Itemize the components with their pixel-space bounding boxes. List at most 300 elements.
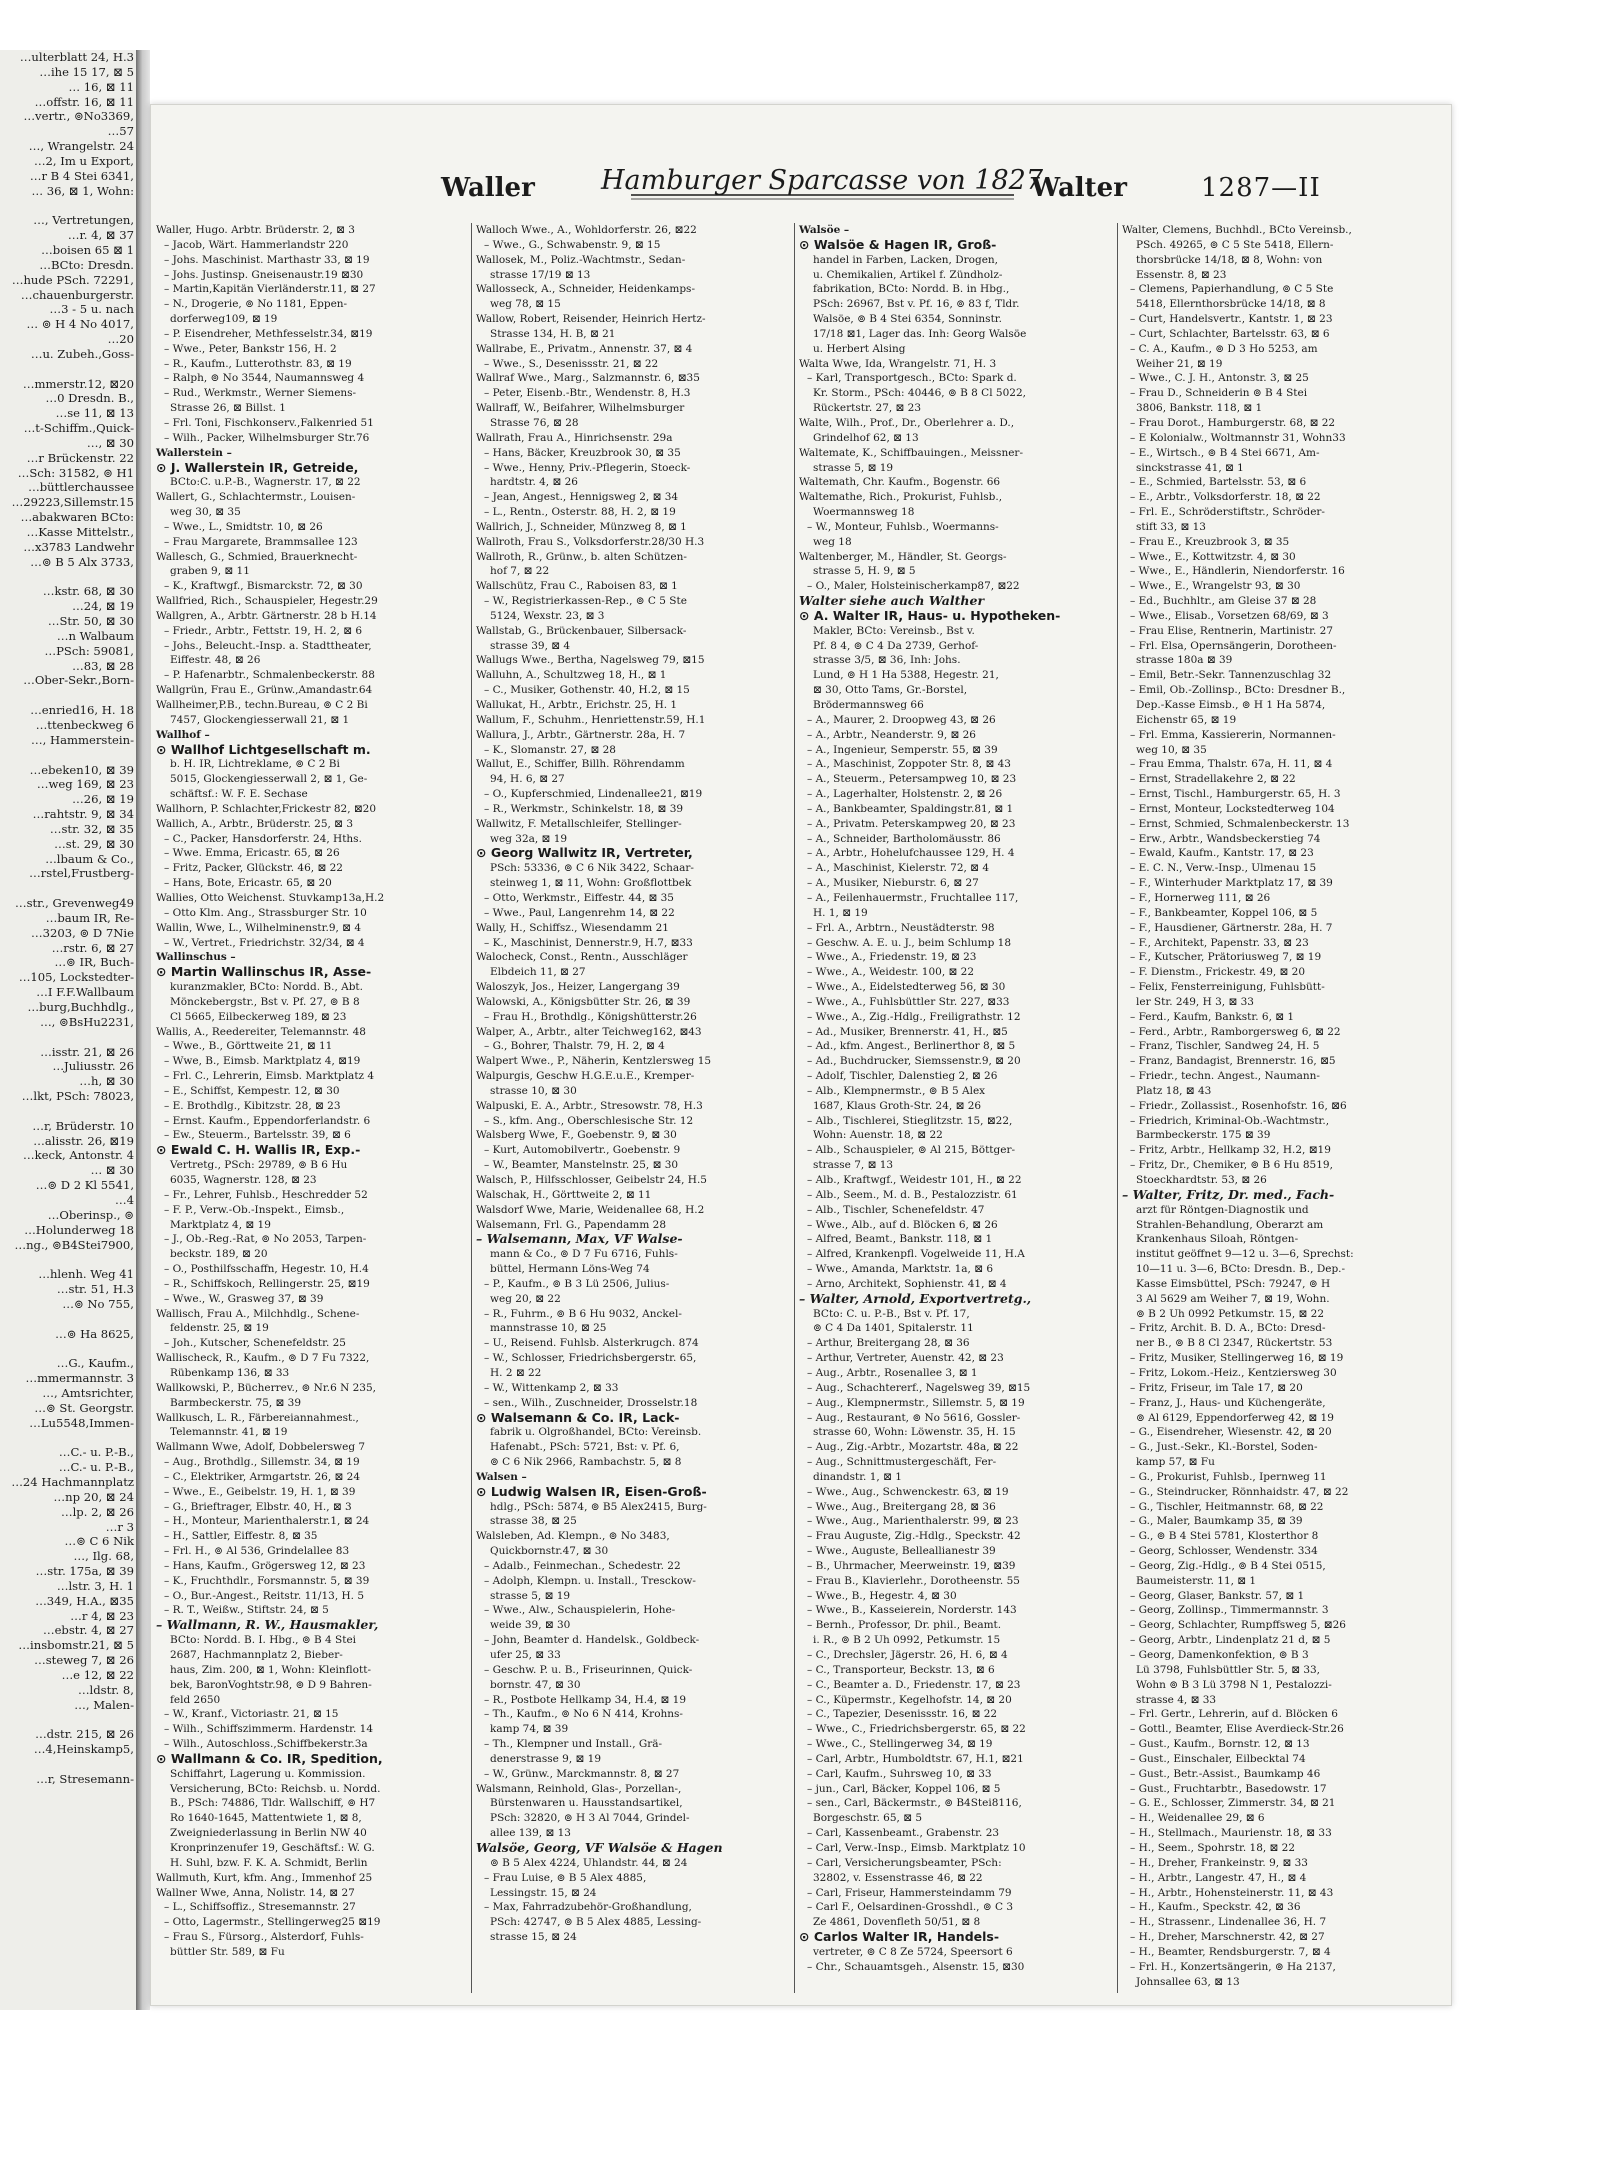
directory-entry-line: – F., Hornerweg 111, ⊠ 26 — [1130, 891, 1271, 904]
directory-entry-line: – C. A., Kaufm., ⊚ D 3 Ho 5253, am — [1130, 342, 1318, 355]
left-page-line: …lbaum & Co., — [45, 851, 134, 866]
directory-entry-line: – C., Drechsler, Jägerstr. 26, H. 6, ⊠ 4 — [807, 1649, 1008, 1661]
directory-entry-line: – H., Monteur, Marienthalerstr.1, ⊠ 24 — [164, 1515, 370, 1528]
directory-entry-line: – Wwe., B., Görttweite 21, ⊠ 11 — [164, 1040, 333, 1053]
left-page-line: …mmermannstr. 3 — [25, 1371, 134, 1386]
directory-entry-line: – G., Maler, Baumkamp 35, ⊠ 39 — [1130, 1515, 1303, 1528]
directory-entry-line: – Carl, Kassenbeamt., Grabenstr. 23 — [807, 1827, 1000, 1840]
left-page-line — [0, 1104, 140, 1119]
left-page-line: …h, ⊠ 30 — [79, 1074, 134, 1089]
left-page-line: …ng., ⊚B4Stei7900, — [14, 1237, 134, 1252]
left-page-line — [0, 570, 140, 585]
directory-entry-line: Wallraff, W., Beifahrer, Wilhelmsburger — [476, 402, 685, 415]
directory-entry-line: Ro 1640-1645, Mattentwiete 1, ⊠ 8, — [170, 1812, 362, 1825]
left-page-line — [0, 1312, 140, 1327]
directory-entry-line: Wallhorn, P. Schlachter,Frickestr 82, ⊠20 — [156, 802, 377, 815]
directory-columns — [156, 223, 1441, 2003]
directory-entry-line: – W., Wittenkamp 2, ⊠ 33 — [484, 1381, 619, 1394]
directory-entry-line: – Gust., Einschaler, Eilbecktal 74 — [1130, 1752, 1306, 1765]
directory-entry-line: PSch. 49265, ⊚ C 5 Ste 5418, Ellern- — [1136, 238, 1334, 251]
directory-entry-line: 32802, v. Essenstrasse 46, ⊠ 22 — [813, 1871, 983, 1884]
directory-entry-line: Makler, BCto: Vereinsb., Bst v. — [813, 624, 975, 637]
directory-entry-line: strasse 15, ⊠ 24 — [490, 1931, 577, 1944]
directory-entry-line: – F., Architekt, Papenstr. 33, ⊠ 23 — [1130, 936, 1309, 949]
left-page-line: …Str. 50, ⊠ 30 — [47, 614, 134, 629]
left-page-line: …C.- u. P.-B., — [58, 1445, 134, 1460]
directory-entry-line: – Georg, Schlachter, Rumpffsweg 5, ⊠26 — [1130, 1619, 1346, 1632]
directory-entry-line: Wallukat, H., Arbtr., Erichstr. 25, H. 1 — [476, 699, 678, 711]
directory-entry-line: Wallrich, J., Schneider, Münzweg 8, ⊠ 1 — [476, 520, 687, 533]
directory-entry-line: Wallosseck, A., Schneider, Heidenkamps- — [476, 283, 695, 296]
directory-entry-line: – C., Packer, Hansdorferstr. 24, Hths. — [164, 832, 362, 845]
directory-entry-line: – E., Schiffst, Kempestr. 12, ⊠ 30 — [164, 1084, 340, 1097]
directory-page — [150, 104, 1452, 2006]
directory-entry-line: 10—11 u. 3—6, BCto: Dresdn. B., Dep.- — [1136, 1263, 1346, 1276]
directory-entry-line: Stoeckhardtstr. 53, ⊠ 26 — [1136, 1174, 1267, 1186]
left-page-line — [0, 1030, 140, 1045]
directory-entry-line: 7457, Glockengiesserwall 21, ⊠ 1 — [170, 713, 350, 726]
directory-entry-line: – A., Bankbeamter, Spaldingstr.81, ⊠ 1 — [807, 802, 1014, 815]
directory-entry-line: hdlg., PSch: 5874, ⊚ B5 Alex2415, Burg- — [490, 1500, 707, 1513]
directory-entry-line: Wallich, A., Arbtr., Brüderstr. 25, ⊠ 3 — [156, 817, 354, 830]
directory-entry-line: strasse 180a ⊠ 39 — [1136, 654, 1233, 667]
directory-entry-line: – C., Transporteur, Beckstr. 13, ⊠ 6 — [807, 1663, 995, 1676]
left-page-line: … 16, ⊠ 11 — [68, 79, 134, 94]
left-page-line: …0 Dresdn. B., — [45, 391, 134, 406]
left-page-line: …⊚ D 2 Kl 5541, — [35, 1178, 134, 1193]
directory-entry-line: kamp 74, ⊠ 39 — [490, 1723, 569, 1736]
left-page-line: …24, ⊠ 19 — [72, 599, 134, 614]
directory-entry-line: – O., Maler, Holsteinischerkamp87, ⊠22 — [807, 580, 1020, 593]
directory-entry-line: – Georg, Damenkonfektion, ⊚ B 3 — [1130, 1649, 1309, 1661]
directory-entry-line: Eiffestr. 48, ⊠ 26 — [170, 654, 261, 667]
directory-entry-line: Wallischeck, R., Kaufm., ⊚ D 7 Fu 7322, — [156, 1352, 370, 1365]
left-page-line: …, Malen- — [74, 1697, 134, 1712]
left-page-line: …dstr. 215, ⊠ 26 — [35, 1727, 134, 1742]
directory-entry-line: – Wwe., W., Grasweg 37, ⊠ 39 — [164, 1292, 324, 1305]
directory-entry-line: 3 Al 5629 am Weiher 7, ⊠ 19, Wohn. — [1136, 1292, 1330, 1305]
directory-entry-line: – Curt, Schlachter, Bartelsstr. 63, ⊠ 6 — [1130, 327, 1330, 340]
directory-entry-line: Wally, H., Schiffsz., Wiesendamm 21 — [476, 921, 669, 934]
directory-entry-line: – H., Seem., Spohrstr. 18, ⊠ 22 — [1130, 1841, 1296, 1854]
directory-entry-line: – Aug., Zig.-Arbtr., Mozartstr. 48a, ⊠ 22 — [807, 1441, 1019, 1454]
directory-entry-line: – A., Lagerhalter, Holstenstr. 2, ⊠ 26 — [807, 788, 1003, 801]
directory-entry-line: – Wwe, B., Eimsb. Marktplatz 4, ⊠19 — [164, 1055, 361, 1068]
directory-entry-line: – G., Eisendreher, Wiesenstr. 42, ⊠ 20 — [1130, 1426, 1332, 1439]
left-page-line: …isstr. 21, ⊠ 26 — [40, 1044, 134, 1059]
directory-entry-line: Walsmann, Reinhold, Glas-, Porzellan-, — [476, 1782, 682, 1795]
directory-entry-line: Walsöe, ⊚ B 4 Stei 6354, Sonninstr. — [813, 313, 1002, 326]
directory-entry-line: – Alb., Schauspieler, ⊚ Al 215, Böttger- — [807, 1144, 1016, 1157]
directory-entry-line: – K., Kraftwgf., Bismarckstr. 72, ⊠ 30 — [164, 580, 363, 593]
directory-entry-line: Grindelhof 62, ⊠ 13 — [813, 431, 919, 444]
left-page-line: …4 — [115, 1192, 134, 1207]
left-page-line: …G., Kaufm., — [56, 1356, 134, 1371]
left-page-line — [0, 688, 140, 703]
directory-entry-line: – R., Kaufm., Lutterothstr. 83, ⊠ 19 — [164, 357, 352, 370]
directory-entry-line: steinweg 1, ⊠ 11, Wohn: Großflottbek — [490, 877, 692, 890]
directory-entry-line: – Ewald, Kaufm., Kantstr. 17, ⊠ 23 — [1130, 847, 1314, 860]
directory-entry-line: – Ernst, Schmied, Schmalenbeckerstr. 13 — [1130, 817, 1350, 830]
directory-entry-line: Baumeisterstr. 11, ⊠ 1 — [1136, 1574, 1257, 1587]
directory-entry-line: strasse 39, ⊠ 4 — [490, 639, 571, 652]
directory-entry-line: – Frau D., Schneiderin ⊚ B 4 Stei — [1130, 387, 1308, 400]
directory-entry-line: – Alb., Klempnermstr., ⊚ B 5 Alex — [807, 1084, 986, 1097]
left-page-line: …PSch: 59081, — [44, 643, 134, 658]
directory-entry-line: – Wwe., C. J. H., Antonstr. 3, ⊠ 25 — [1130, 372, 1309, 385]
left-page-line: …, Ilg. 68, — [73, 1549, 134, 1564]
directory-entry-line: – sen., Wilh., Zuschneider, Drosselstr.18 — [484, 1396, 698, 1409]
book-spine — [136, 50, 150, 2010]
directory-entry-line: stift 33, ⊠ 13 — [1136, 520, 1206, 533]
directory-entry-line: – L., Rentn., Osterstr. 88, H. 2, ⊠ 19 — [484, 506, 676, 519]
left-page-line: …enried16, H. 18 — [30, 703, 134, 718]
directory-entry-line: – Carl, Verw.-Insp., Eimsb. Marktplatz 10 — [807, 1841, 1026, 1854]
directory-entry-line: – Clemens, Papierhandlung, ⊚ C 5 Ste — [1130, 283, 1334, 296]
directory-entry-line: strasse 5, H. 9, ⊠ 5 — [813, 565, 916, 578]
directory-entry-line: – Emil, Betr.-Sekr. Tannenzuschlag 32 — [1130, 669, 1332, 682]
directory-entry-line: Walte, Wilh., Prof., Dr., Oberlehrer a. D., — [799, 416, 1015, 429]
directory-entry-line: – H., Sattler, Eiffestr. 8, ⊠ 35 — [164, 1530, 318, 1543]
left-page-line: …, Hammerstein- — [31, 732, 134, 747]
left-page-line: …, ⊠ 30 — [86, 435, 134, 450]
directory-entry-line: – Kurt, Automobilvertr., Goebenstr. 9 — [484, 1144, 681, 1157]
directory-entry-line: ⊙ Carlos Walter IR, Handels- — [799, 1929, 1000, 1945]
directory-entry-line: – W., Registrierkassen-Rep., ⊚ C 5 Ste — [484, 595, 687, 608]
directory-entry-line: 3806, Bankstr. 118, ⊠ 1 — [1136, 402, 1263, 415]
directory-entry-line: – W., Grünw., Marckmannstr. 8, ⊠ 27 — [484, 1767, 680, 1780]
directory-entry-line: – Th., Kaufm., ⊚ No 6 N 414, Krohns- — [484, 1708, 683, 1721]
directory-entry-line: – Wwe., A., Zig.-Hdlg., Freiligrathstr. 12 — [807, 1010, 1021, 1023]
left-page-line: …offstr. 16, ⊠ 11 — [34, 94, 134, 109]
directory-entry-line: H. 2 ⊠ 22 — [490, 1366, 542, 1379]
left-page-line: …⊚ IR, Buch- — [54, 955, 134, 970]
directory-entry-line: – Wwe., Amanda, Marktstr. 1a, ⊠ 6 — [807, 1263, 994, 1276]
directory-entry-line: – K., Fruchthdlr., Forsmannstr. 5, ⊠ 39 — [164, 1574, 370, 1587]
directory-entry-line: – W., Kranf., Victoriastr. 21, ⊠ 15 — [164, 1708, 339, 1721]
directory-entry-line: – E. Brothdlg., Kibitzstr. 28, ⊠ 23 — [164, 1099, 341, 1112]
directory-entry-line: Strahlen-Behandlung, Oberarzt am — [1136, 1218, 1324, 1231]
directory-entry-line: – Wwe., E., Geibelstr. 19, H. 1, ⊠ 39 — [164, 1485, 356, 1498]
directory-entry-line: – Gust., Betr.-Assist., Baumkamp 46 — [1130, 1767, 1321, 1780]
left-page-line — [0, 1341, 140, 1356]
directory-entry-line: Strasse 76, ⊠ 28 — [490, 416, 579, 429]
directory-entry-line: – K., Slomanstr. 27, ⊠ 28 — [484, 743, 616, 756]
directory-entry-line: denerstrasse 9, ⊠ 19 — [490, 1752, 601, 1765]
directory-entry-line: Wallgren, A., Arbtr. Gärtnerstr. 28 b H.14 — [156, 609, 377, 622]
directory-entry-line: strasse 60, Wohn: Löwenstr. 35, H. 15 — [813, 1426, 1016, 1439]
directory-entry-line: Wallfried, Rich., Schauspieler, Hegestr.29 — [156, 595, 378, 608]
directory-entry-line: – Wwe., Alb., auf d. Blöcken 6, ⊠ 26 — [807, 1218, 998, 1231]
directory-entry-line: 5418, Ellernthorsbrücke 14/18, ⊠ 8 — [1136, 298, 1326, 311]
directory-entry-line: ner B., ⊚ B 8 Cl 2347, Rückertstr. 53 — [1136, 1337, 1333, 1350]
directory-entry-line: – Arno, Architekt, Sophienstr. 41, ⊠ 4 — [807, 1277, 1007, 1290]
left-page-line: …, Wrangelstr. 24 — [28, 139, 134, 154]
directory-entry-line: – Wwe., Auguste, Belleallianestr 39 — [807, 1545, 996, 1558]
directory-entry-line: Telemannstr. 41, ⊠ 19 — [170, 1426, 288, 1439]
directory-entry-line: ⊙ A. Walter IR, Haus- u. Hypotheken- — [799, 607, 1061, 623]
directory-entry-line: ⊙ J. Wallerstein IR, Getreide, — [156, 459, 359, 475]
directory-entry-line: – Alb., Seem., M. d. B., Pestalozzistr. 61 — [807, 1188, 1018, 1201]
directory-entry-line: Brödermannsweg 66 — [813, 699, 924, 711]
directory-entry-line: Hafenabt., PSch: 5721, Bst: v. Pf. 6, — [490, 1441, 680, 1454]
directory-entry-line: – Johs. Justinsp. Gneisenaustr.19 ⊠30 — [164, 268, 364, 281]
directory-entry-line: – Walsemann, Max, VF Walse- — [476, 1231, 683, 1247]
directory-entry-line: – A., Steuerm., Petersampweg 10, ⊠ 23 — [807, 773, 1017, 786]
directory-entry-line: Wallner Wwe, Anna, Nolistr. 14, ⊠ 27 — [156, 1886, 355, 1899]
directory-entry-line: – C., Küpermstr., Kegelhofstr. 14, ⊠ 20 — [807, 1693, 1012, 1706]
left-page-line: …r, Stresemann- — [36, 1771, 134, 1786]
left-page-line: …str. 32, ⊠ 35 — [49, 821, 134, 836]
directory-entry-line: – Frau E., Kreuzbrook 3, ⊠ 35 — [1130, 535, 1290, 548]
left-page-line: … ⊚ H 4 No 4017, — [26, 317, 134, 332]
directory-entry-line: – F., Hausdiener, Gärtnerstr. 28a, H. 7 — [1130, 921, 1333, 934]
directory-entry-line: – Wwe., Henny, Priv.-Pflegerin, Stoeck- — [484, 461, 691, 474]
directory-entry-line: – Frau Luise, ⊚ B 5 Alex 4885, — [484, 1871, 647, 1884]
directory-entry-line: – O., Bur.-Angest., Reitstr. 11/13, H. 5 — [164, 1589, 365, 1602]
directory-entry-line: Vertretg., PSch: 29789, ⊚ B 6 Hu — [170, 1159, 348, 1172]
directory-entry-line: – Friedr., techn. Angest., Naumann- — [1130, 1070, 1320, 1083]
directory-entry-line: BCto:C. u.P.-B., Wagnerstr. 17, ⊠ 22 — [170, 476, 361, 489]
directory-entry-line: – Wwe., Aug., Breitergang 28, ⊠ 36 — [807, 1500, 996, 1513]
left-page-line: …boisen 65 ⊠ 1 — [41, 242, 134, 257]
directory-entry-line: Walschak, H., Görttweite 2, ⊠ 11 — [476, 1188, 652, 1201]
directory-entry-line: – Geschw. P. u. B., Friseurinnen, Quick- — [484, 1663, 693, 1676]
directory-entry-line: Walsdorf Wwe, Marie, Weidenallee 68, H.2 — [476, 1203, 705, 1216]
directory-entry-line: Wallert, G., Schlachtermstr., Louisen- — [156, 491, 356, 504]
directory-entry-line: strasse 17/19 ⊠ 13 — [490, 268, 591, 281]
directory-entry-line: u. Chemikalien, Artikel f. Zündholz- — [813, 268, 1003, 281]
left-page-line: …, Amtsrichter, — [42, 1385, 134, 1400]
directory-entry-line: – Georg, Zig.-Hdlg., ⊚ B 4 Stei 0515, — [1130, 1559, 1326, 1572]
directory-entry-line: – A., Schneider, Bartholomäusstr. 86 — [807, 832, 1001, 845]
directory-entry-line: Wallkowski, P., Bücherrev., ⊚ Nr.6 N 235, — [156, 1381, 376, 1394]
directory-entry-line: – E., Schmied, Bartelsstr. 53, ⊠ 6 — [1130, 476, 1307, 489]
directory-entry-line: Wallkusch, L. R., Färbereiannahmest., — [156, 1411, 359, 1424]
directory-entry-line: – Ferd., Arbtr., Ramborgersweg 6, ⊠ 22 — [1130, 1025, 1341, 1038]
left-page-line: …Sch: 31582, ⊚ H1 — [17, 465, 134, 480]
directory-entry-line: – sen., Carl, Bäckermstr., ⊚ B4Stei8116, — [807, 1797, 1022, 1810]
directory-entry-line: – H., Kaufm., Speckstr. 42, ⊠ 36 — [1130, 1901, 1301, 1914]
left-page-line — [0, 1713, 140, 1728]
directory-entry-line: 2687, Hachmannplatz 2, Bieber- — [170, 1649, 343, 1661]
directory-entry-line: – E., Wirtsch., ⊚ B 4 Stei 6671, Am- — [1130, 446, 1320, 459]
directory-entry-line: Waltemath, Chr. Kaufm., Bogenstr. 66 — [799, 476, 1001, 489]
left-page-line: …⊚ St. Georgstr. — [34, 1400, 134, 1415]
directory-entry-line: – Frl. C., Lehrerin, Eimsb. Marktplatz 4 — [164, 1070, 375, 1083]
left-page-line: …u. Zubeh.,Goss- — [30, 346, 134, 361]
directory-entry-line: – N., Drogerie, ⊚ No 1181, Eppen- — [164, 298, 348, 311]
directory-entry-line: – F. Dienstm., Frickestr. 49, ⊠ 20 — [1130, 966, 1306, 979]
directory-entry-line: hardtstr. 4, ⊠ 26 — [490, 476, 578, 489]
directory-entry-line: – Otto, Werkmstr., Eiffestr. 44, ⊠ 35 — [484, 891, 674, 904]
directory-entry-line: BCto: Nordd. B. I. Hbg., ⊚ B 4 Stei — [170, 1634, 357, 1647]
directory-entry-line: – Johs. Maschinist. Marthastr 33, ⊠ 19 — [164, 253, 370, 266]
directory-entry-line: Wallisch, Frau A., Milchhdlg., Schene- — [156, 1307, 360, 1320]
directory-entry-line: Lü 3798, Fuhlsbüttler Str. 5, ⊠ 33, — [1136, 1663, 1321, 1676]
directory-entry-line: ⊙ Wallmann & Co. IR, Spedition, — [156, 1750, 383, 1766]
directory-entry-line: Walsöe – — [799, 224, 850, 236]
left-page-line: … 36, ⊠ 1, Wohn: — [31, 183, 134, 198]
left-page-line: …BCto: Dresdn. — [39, 257, 134, 272]
directory-entry-line: Wallroth, Frau S., Volksdorferstr.28/30 H.3 — [476, 535, 705, 548]
directory-entry-line: – Adolph, Klempn. u. Install., Tresckow- — [484, 1574, 696, 1587]
left-page-line: …ttenbeckweg 6 — [35, 717, 134, 732]
directory-entry-line: – Walter, Arnold, Exportvertretg., — [799, 1290, 1032, 1306]
directory-entry-line: ⊚ Al 6129, Eppendorferweg 42, ⊠ 19 — [1136, 1411, 1334, 1424]
left-page-line: …24 Hachmannplatz — [11, 1475, 134, 1489]
directory-entry-line: Wallheimer,P.B., techn.Bureau, ⊚ C 2 Bi — [156, 699, 368, 711]
directory-entry-line: – Ferd., Kaufm, Bankstr. 6, ⊠ 1 — [1130, 1010, 1295, 1023]
directory-entry-line: weide 39, ⊠ 30 — [490, 1619, 571, 1632]
directory-column-3 — [799, 223, 1112, 2003]
directory-entry-line: – W., Vertret., Friedrichstr. 32/34, ⊠ 4 — [164, 936, 365, 949]
left-page-line: …str., Grevenweg49 — [14, 896, 134, 911]
left-page-line: …e 12, ⊠ 22 — [61, 1667, 134, 1682]
directory-entry-line: 94, H. 6, ⊠ 27 — [490, 773, 565, 786]
directory-entry-line: – Wilh., Autoschloss.,Schiffbekerstr.3a — [164, 1738, 368, 1751]
left-page-line: …alisstr. 26, ⊠19 — [33, 1133, 134, 1148]
directory-entry-line: – Frl. A., Arbtrn., Neustädterstr. 98 — [807, 921, 995, 934]
directory-entry-line: – Wwe., A., Eidelstedterweg 56, ⊠ 30 — [807, 981, 1006, 994]
directory-entry-line: Wallesch, G., Schmied, Brauerknecht- — [156, 550, 358, 563]
directory-entry-line: Wallstab, G., Brückenbauer, Silbersack- — [476, 624, 687, 637]
directory-entry-line: Walsleben, Ad. Klempn., ⊚ No 3483, — [476, 1530, 670, 1543]
directory-entry-line: – Wwe., G., Schwabenstr. 9, ⊠ 15 — [484, 238, 661, 251]
directory-entry-line: Walsen – — [476, 1470, 527, 1483]
running-head-left: Waller — [441, 173, 535, 203]
directory-entry-line: – F., Kutscher, Prätoriusweg 7, ⊠ 19 — [1130, 951, 1322, 964]
directory-entry-line: – Franz, Tischler, Sandweg 24, H. 5 — [1130, 1040, 1320, 1053]
directory-entry-line: – H., Dreher, Frankeinstr. 9, ⊠ 33 — [1130, 1856, 1308, 1869]
directory-entry-line: ⊚ B 2 Uh 0992 Petkumstr. 15, ⊠ 22 — [1136, 1307, 1325, 1320]
directory-entry-line: – W., Beamter, Manstelnstr. 25, ⊠ 30 — [484, 1159, 679, 1172]
directory-entry-line: Schiffahrt, Lagerung u. Kommission. — [170, 1767, 366, 1780]
left-page-line — [0, 748, 140, 763]
left-page-line: …baum IR, Re- — [45, 910, 134, 925]
directory-entry-line: bornstr. 47, ⊠ 30 — [490, 1678, 581, 1691]
directory-entry-line: – Wwe., A., Friedenstr. 19, ⊠ 23 — [807, 951, 977, 964]
left-page-line: …rahtstr. 9, ⊠ 34 — [32, 807, 134, 822]
directory-entry-line: Wallgrün, Frau E., Grünw.,Amandastr.64 — [156, 684, 373, 697]
directory-entry-line: – Fritz, Arbtr., Hellkamp 32, H.2, ⊠19 — [1130, 1144, 1331, 1157]
left-page-line: …büttlerchaussee — [28, 480, 134, 495]
directory-entry-line: Quickbornstr.47, ⊠ 30 — [490, 1545, 609, 1558]
directory-entry-line: – Friedr., Arbtr., Fettstr. 19, H. 2, ⊠ 6 — [164, 624, 363, 637]
left-page-line: …lp. 2, ⊠ 26 — [61, 1504, 134, 1519]
left-page-line: …3203, ⊚ D 7Nie — [31, 925, 134, 940]
directory-entry-line: – Ad., Musiker, Brennerstr. 41, H., ⊠5 — [807, 1025, 1008, 1038]
directory-entry-line: – A., Maurer, 2. Droopweg 43, ⊠ 26 — [807, 713, 996, 726]
directory-entry-line: Kronprinzenufer 19, Geschäftsf.: W. G. — [170, 1841, 375, 1854]
directory-entry-line: Wallum, F., Schuhm., Henriettenstr.59, H.1 — [476, 713, 706, 726]
directory-entry-line: Wallies, Otto Weichenst. Stuvkamp13a,H.2 — [156, 891, 385, 904]
directory-entry-line: – C., Beamter a. D., Friedenstr. 17, ⊠ 23 — [807, 1678, 1021, 1691]
directory-entry-line: 5015, Glockengiesserwall 2, ⊠ 1, Ge- — [170, 773, 368, 786]
directory-entry-line: bek, BaronVoghtstr.98, ⊚ D 9 Bahren- — [170, 1678, 372, 1691]
directory-entry-line: Wallschütz, Frau C., Raboisen 83, ⊠ 1 — [476, 580, 678, 593]
directory-entry-line: – Hans, Bäcker, Kreuzbrook 30, ⊠ 35 — [484, 446, 681, 459]
directory-entry-line: ⊙ Walsemann & Co. IR, Lack- — [476, 1409, 680, 1425]
directory-entry-line: Walloch Wwe., A., Wohldorferstr. 26, ⊠22 — [476, 224, 697, 236]
directory-entry-line: Waltemate, K., Schiffbauingen., Meissner- — [799, 446, 1023, 459]
directory-entry-line: Platz 18, ⊠ 43 — [1136, 1084, 1212, 1097]
directory-entry-line: Wallura, J., Arbtr., Gärtnerstr. 28a, H. 7 — [476, 728, 686, 741]
directory-entry-line: ⊙ Ewald C. H. Wallis IR, Exp.- — [156, 1142, 361, 1158]
directory-entry-line: allee 139, ⊠ 13 — [490, 1827, 571, 1840]
directory-entry-line: – A., Ingenieur, Semperstr. 55, ⊠ 39 — [807, 743, 998, 756]
directory-entry-line: Wallut, E., Schiffer, Billh. Röhrendamm — [476, 758, 685, 771]
directory-entry-line: dorferweg109, ⊠ 19 — [170, 313, 278, 326]
directory-entry-line: – Ad., kfm. Angest., Berlinerthor 8, ⊠ 5 — [807, 1040, 1016, 1053]
directory-entry-line: Woermannsweg 18 — [813, 506, 915, 519]
directory-entry-line: – Fritz, Dr., Chemiker, ⊚ B 6 Hu 8519, — [1130, 1159, 1333, 1172]
directory-entry-line: – Carl, Arbtr., Humboldtstr. 67, H.1, ⊠21 — [807, 1752, 1024, 1765]
directory-entry-line: – Arthur, Vertreter, Auenstr. 42, ⊠ 23 — [807, 1352, 1004, 1365]
directory-entry-line: – Fritz, Archit. B. D. A., BCto: Dresd- — [1130, 1322, 1326, 1335]
directory-entry-line: – Karl, Transportgesch., BCto: Spark d. — [807, 372, 1017, 385]
directory-entry-line: – Ew., Steuerm., Bartelsstr. 39, ⊠ 6 — [164, 1129, 351, 1142]
directory-entry-line: – R., Schiffskoch, Rellingerstr. 25, ⊠19 — [164, 1277, 370, 1290]
left-page-line: …lstr. 3, H. 1 — [56, 1578, 134, 1593]
directory-entry-line: Walowski, A., Königsbütter Str. 26, ⊠ 39 — [476, 995, 691, 1008]
left-page-line: …t-Schiffm.,Quick- — [23, 421, 134, 436]
directory-entry-line: handel in Farben, Lacken, Drogen, — [813, 253, 999, 266]
directory-entry-line: Walluhn, A., Schultzweg 18, H., ⊠ 1 — [476, 669, 667, 682]
directory-entry-line: Walta Wwe, Ida, Wrangelstr. 71, H. 3 — [799, 357, 997, 370]
directory-entry-line: Dep.-Kasse Eimsb., ⊚ H 1 Ha 5874, — [1136, 699, 1326, 711]
directory-entry-line: – Wwe., C., Stellingerweg 34, ⊠ 19 — [807, 1738, 993, 1751]
directory-entry-line: 6035, Wagnerstr. 128, ⊠ 23 — [170, 1174, 317, 1186]
left-page-line: …Oberinsp., ⊚ — [47, 1207, 134, 1222]
left-page-line: …4,Heinskamp5, — [33, 1742, 134, 1757]
directory-entry-line: – Friedrich, Kriminal-Ob.-Wachtmstr., — [1130, 1114, 1330, 1127]
directory-entry-line: – Max, Fahrradzubehör-Großhandlung, — [484, 1901, 692, 1914]
directory-entry-line: – Martin,Kapitän Vierländerstr.11, ⊠ 27 — [164, 283, 376, 296]
directory-entry-line: – Wwe., A., Weidestr. 100, ⊠ 22 — [807, 966, 974, 979]
left-page-line — [0, 362, 140, 377]
left-page-line: …hude PSch. 72291, — [11, 272, 134, 287]
left-page-line: …np 20, ⊠ 24 — [53, 1489, 134, 1504]
directory-entry-line: – Wwe., E., Händlerin, Niendorferstr. 16 — [1130, 565, 1345, 578]
directory-entry-line: – Jean, Angest., Hennigsweg 2, ⊠ 34 — [484, 491, 679, 504]
directory-entry-line: 17/18 ⊠1, Lager das. Inh: Georg Walsöe — [813, 327, 1027, 340]
directory-entry-line: – Frau Emma, Thalstr. 67a, H. 11, ⊠ 4 — [1130, 758, 1333, 771]
directory-entry-line: büttel, Hermann Löns-Weg 74 — [490, 1263, 650, 1276]
left-page-line: …105, Lockstedter- — [18, 970, 134, 985]
directory-entry-line: H. Suhl, bzw. F. K. A. Schmidt, Berlin — [170, 1856, 368, 1869]
directory-entry-line: strasse 4, ⊠ 33 — [1136, 1693, 1217, 1706]
left-page-line: …r, Brüderstr. 10 — [32, 1118, 134, 1133]
left-page-line: …⊚ C 6 Nik — [64, 1534, 134, 1549]
directory-entry-line: – H., Dreher, Marschnerstr. 42, ⊠ 27 — [1130, 1931, 1325, 1944]
directory-entry-line: – G., Just.-Sekr., Kl.-Borstel, Soden- — [1130, 1441, 1318, 1454]
directory-entry-line: – Frl. Emma, Kassiererin, Normannen- — [1130, 728, 1336, 741]
directory-entry-line: – K., Maschinist, Dennerstr.9, H.7, ⊠33 — [484, 936, 693, 949]
directory-entry-line: – Frl. H., Konzertsängerin, ⊚ Ha 2137, — [1130, 1960, 1336, 1973]
directory-entry-line: ufer 25, ⊠ 33 — [490, 1649, 561, 1661]
directory-column-1 — [156, 223, 469, 2003]
directory-entry-line: Walper, A., Arbtr., alter Teichweg162, ⊠43 — [476, 1025, 702, 1038]
left-page-line: …Holunderweg 18 — [24, 1222, 134, 1237]
left-page-line: …steweg 7, ⊠ 26 — [34, 1653, 134, 1668]
directory-entry-line: ⊙ Wallhof Lichtgesellschaft m. — [156, 741, 371, 757]
directory-entry-line: – Peter, Eisenb.-Btr., Wendenstr. 8, H.3 — [484, 387, 691, 400]
page-number: 1287—II — [1201, 173, 1321, 203]
left-page-line: …hlenh. Weg 41 — [38, 1267, 134, 1282]
directory-entry-line: – A., Arbtr., Neanderstr. 9, ⊠ 26 — [807, 728, 976, 741]
left-page-line: …st. 29, ⊠ 30 — [54, 836, 134, 851]
